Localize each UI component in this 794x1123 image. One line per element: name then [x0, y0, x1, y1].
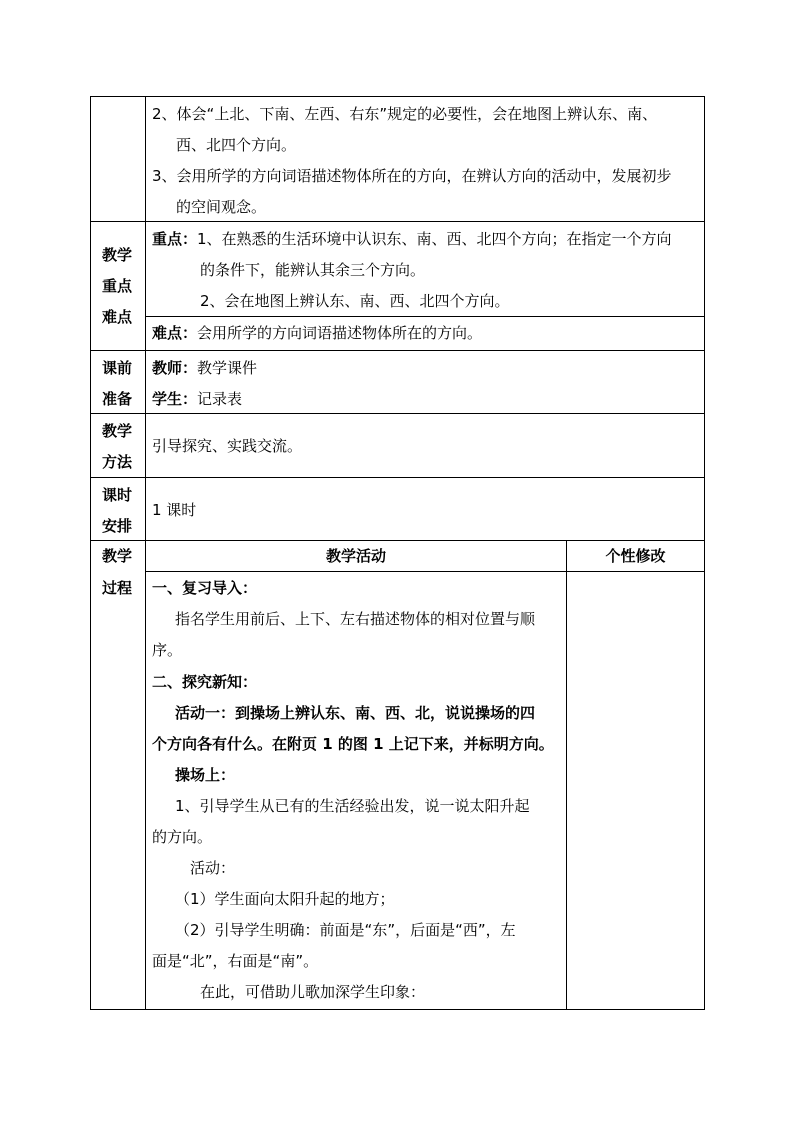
key-points-label: 难点: [102, 308, 133, 326]
process-line: 活动：: [190, 859, 236, 877]
key-point-line: 1、在熟悉的生活环境中认识东、南、西、北四个方向；在指定一个方向: [197, 230, 672, 248]
process-line: 在此，可借助儿歌加深学生印象：: [200, 983, 426, 1001]
table-border-top: [90, 96, 705, 97]
revise-column-divider: [566, 540, 567, 1010]
schedule-label: 安排: [102, 517, 133, 535]
objective-line: 3、会用所学的方向词语描述物体所在的方向，在辨认方向的活动中，发展初步: [152, 167, 672, 185]
method-label: 方法: [102, 453, 133, 471]
objective-line: 的空间观念。: [176, 198, 267, 216]
process-label: 教学: [102, 547, 133, 565]
objective-line: 2、体会“上北、下南、左西、右东”规定的必要性，会在地图上辨认东、南、: [152, 105, 658, 123]
section-heading: 一、复习导入：: [152, 579, 258, 597]
process-line: （1）学生面向太阳升起的地方；: [175, 890, 395, 908]
activity-heading: 个方向各有什么。在附页 1 的图 1 上记下来，并标明方向。: [152, 735, 554, 753]
row-divider: [145, 316, 705, 317]
process-line: （2）引导学生明确：前面是“东”，后面是“西”，左: [175, 921, 516, 939]
row-divider: [90, 221, 705, 222]
row-divider: [90, 413, 705, 414]
process-label: 过程: [102, 579, 133, 597]
student-prep-title: 学生：: [152, 390, 198, 408]
row-divider: [90, 477, 705, 478]
table-border-right: [704, 96, 705, 1010]
key-point-title: 重点：: [152, 230, 198, 248]
objective-line: 西、北四个方向。: [176, 136, 297, 154]
row-divider: [90, 540, 705, 541]
process-line: 指名学生用前后、上下、左右描述物体的相对位置与顺: [175, 610, 536, 628]
key-point-line: 的条件下，能辨认其余三个方向。: [200, 261, 426, 279]
process-line: 的方向。: [152, 828, 213, 846]
activity-heading: 活动一：到操场上辨认东、南、西、北，说说操场的四: [175, 704, 536, 722]
schedule-text: 1 课时: [152, 501, 197, 519]
row-divider: [145, 571, 705, 572]
activity-column-header: 教学活动: [325, 547, 386, 565]
method-label: 教学: [102, 422, 133, 440]
process-line: 面是“北”，右面是“南”。: [152, 952, 319, 970]
schedule-label: 课时: [102, 486, 133, 504]
key-points-label: 重点: [102, 277, 133, 295]
teacher-prep-text: 教学课件: [197, 359, 258, 377]
subheading: 操场上：: [175, 766, 236, 784]
section-heading: 二、探究新知：: [152, 673, 258, 691]
preparation-label: 课前: [102, 359, 133, 377]
difficulty-title: 难点：: [152, 324, 198, 342]
key-points-label: 教学: [102, 246, 133, 264]
student-prep-text: 记录表: [197, 390, 243, 408]
table-border-bottom: [90, 1009, 705, 1010]
process-line: 序。: [152, 641, 183, 659]
method-text: 引导探究、实践交流。: [152, 437, 303, 455]
key-point-line: 2、会在地图上辨认东、南、西、北四个方向。: [200, 292, 510, 310]
revise-column-header: 个性修改: [605, 547, 666, 565]
table-border-left: [90, 96, 91, 1010]
teacher-prep-title: 教师：: [152, 359, 198, 377]
row-divider: [90, 350, 705, 351]
process-line: 1、引导学生从已有的生活经验出发，说一说太阳升起: [175, 797, 530, 815]
difficulty-text: 会用所学的方向词语描述物体所在的方向。: [197, 324, 483, 342]
preparation-label: 准备: [102, 390, 133, 408]
